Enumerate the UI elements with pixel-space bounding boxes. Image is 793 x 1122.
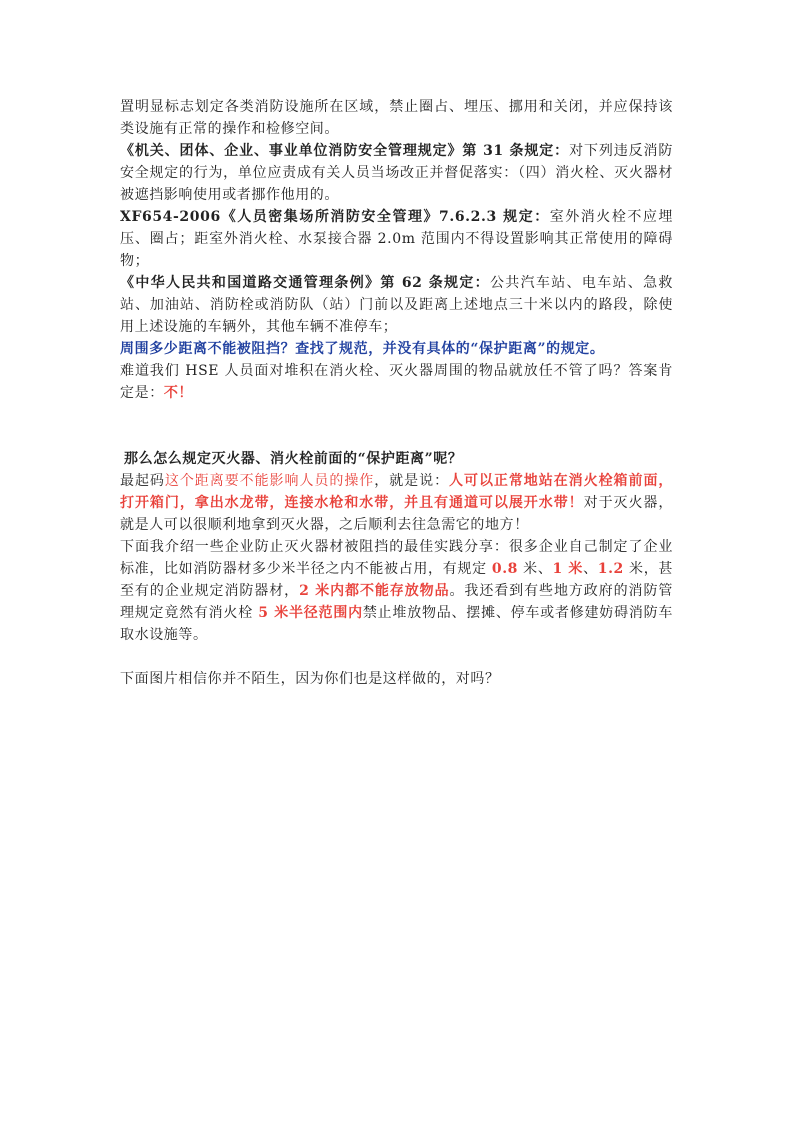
traffic-regulation-text: 公共汽车站、电车站、急救站、加油站、消防栓或消防队（站）门前以及距离上述地点三十米以内的路段，除使用上述设施的车辆外，其他车辆不准停车； bbox=[120, 275, 673, 335]
highlight-distance-1-2: 1.2 bbox=[597, 561, 624, 577]
answer-no: 不！ bbox=[163, 385, 194, 401]
question-highlight: 周围多少距离不能被阻挡？查找了规范，并没有具体的“保护距离”的规定。 bbox=[120, 341, 605, 357]
regulation-text: 对下列违反消防安全规定的行为，单位应责成有关人员当场改正并督促落实：（四）消火栓、灭火器材被遮挡影响使用或者挪作他用的。 bbox=[120, 143, 673, 203]
traffic-regulation-title: 《中华人民共和国道路交通管理条例》第 62 条规定： bbox=[120, 275, 490, 291]
standard-title: XF654-2006《人员密集场所消防安全管理》7.6.2.3 规定： bbox=[120, 209, 550, 225]
spacer bbox=[120, 646, 673, 668]
regulation-title: 《机关、团体、企业、事业单位消防安全管理规定》第 31 条规定： bbox=[120, 143, 570, 159]
spacer bbox=[120, 404, 673, 448]
hse-question-text: 难道我们 HSE 人员面对堆积在消火栓、灭火器周围的物品就放任不管了吗？答案肯定是： bbox=[120, 363, 673, 401]
text-segment: 米，甚至有的企业规定消防器材， bbox=[120, 561, 673, 599]
text-segment: 最起码 bbox=[120, 473, 165, 489]
section-heading: 那么怎么规定灭火器、消火栓前面的“保护距离”呢？ bbox=[124, 451, 463, 467]
text-segment: 禁止堆放物品、摆摊、停车或者修建妨碍消防车取水设施等。 bbox=[120, 605, 673, 643]
highlight-operation: 这个距离要不能影响人员的操作 bbox=[164, 473, 375, 489]
highlight-hydrant-use: 人可以正常地站在消火栓箱前面，打开箱门，拿出水龙带，连接水枪和水带，并且有通道可以展开水带！ bbox=[120, 473, 674, 511]
standard-text: 室外消火栓不应埋压、圈占；距室外消火栓、水泵接合器 2.0m 范围内不得设置影响其正常使用的障碍物； bbox=[120, 209, 673, 269]
highlight-distance-0-8: 0.8 bbox=[491, 561, 519, 577]
paragraph-best-practice bbox=[120, 536, 673, 646]
text-segment: 下面我介绍一些企业防止灭火器材被阻挡的最佳实践分享：很多企业自己制定了企业标准，比如消防器材多少米半径之内不能被占用，有规定 bbox=[120, 539, 673, 577]
paragraph-facility-marking: 置明显标志划定各类消防设施所在区域，禁止圈占、埋压、挪用和关闭，并应保持该类设施有正常的操作和检修空间。 bbox=[120, 99, 673, 137]
text-segment: ，就是说： bbox=[374, 473, 450, 489]
text-segment: 。我还看到有些地方政府的消防管理规定竟然有消火栓 bbox=[120, 583, 674, 621]
highlight-2m-rule: 2 米内都不能存放物品 bbox=[299, 583, 450, 599]
highlight-distance-1: 1 米 bbox=[552, 561, 584, 577]
document-body bbox=[120, 96, 673, 690]
paragraph-closing: 下面图片相信你并不陌生，因为你们也是这样做的，对吗？ bbox=[120, 671, 500, 687]
paragraph-regulation-31 bbox=[120, 140, 673, 206]
paragraph-traffic-regulation bbox=[120, 272, 673, 338]
paragraph-hse-question bbox=[120, 360, 673, 404]
paragraph-xf654 bbox=[120, 206, 673, 272]
highlight-5m-radius: 5 米半径范围内 bbox=[258, 605, 363, 621]
paragraph-minimum-distance bbox=[120, 470, 673, 536]
text-segment: 米、 bbox=[518, 561, 553, 577]
text-segment: 对于灭火器，就是人可以很顺利地拿到灭火器，之后顺利去往急需它的地方！ bbox=[120, 495, 673, 533]
text-segment: 、 bbox=[583, 561, 598, 577]
